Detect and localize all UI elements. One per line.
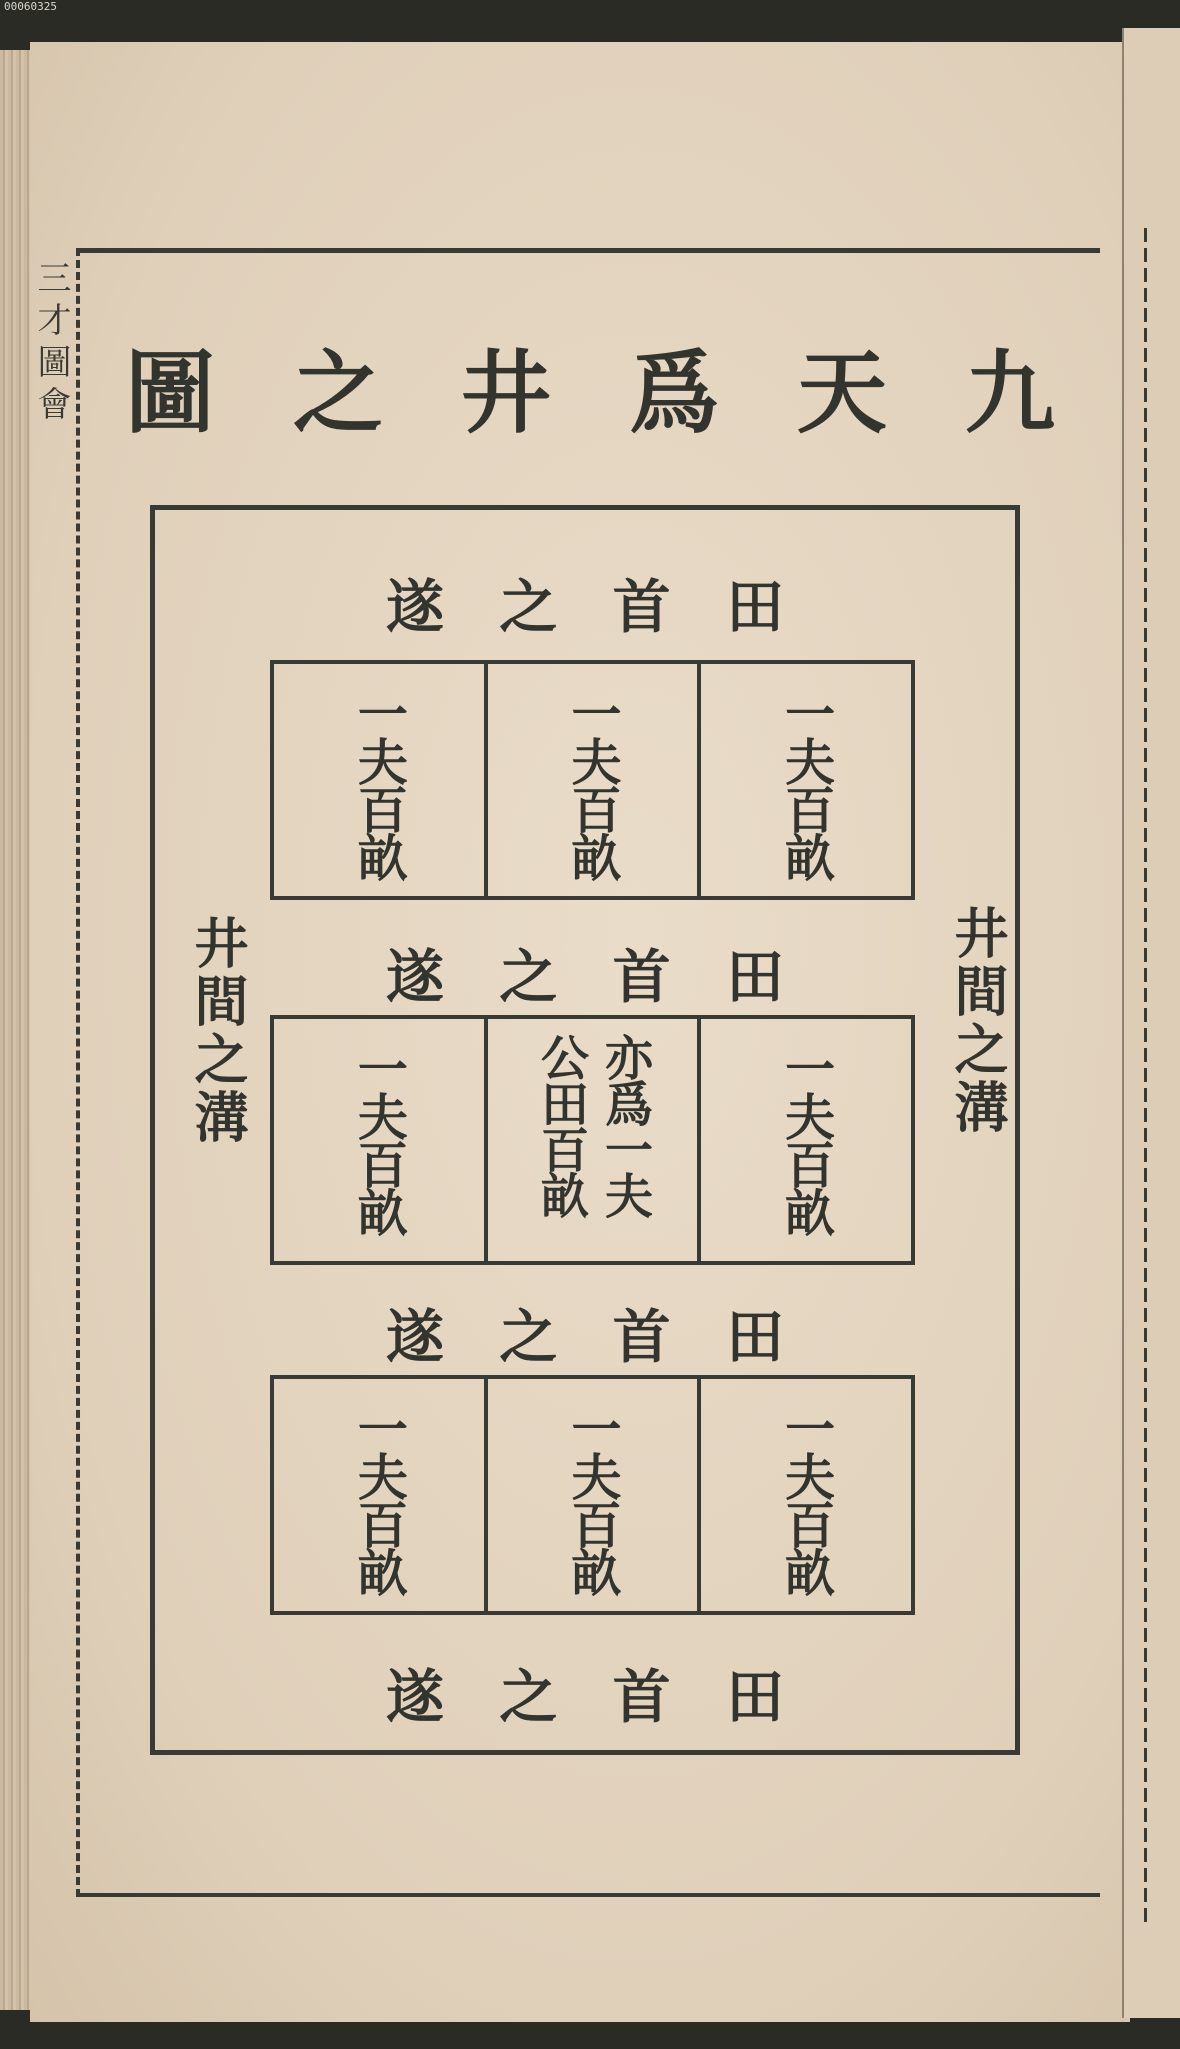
title-char: 爲 [629, 340, 719, 446]
plot: 一夫百畝 [488, 664, 702, 896]
title-char: 九 [965, 340, 1055, 446]
public-field-label-a: 公田百畝 [532, 1033, 589, 1217]
title-char: 圖 [125, 340, 215, 446]
band-label-1: 田 首 之 遂 [385, 573, 784, 641]
title-char: 天 [797, 340, 887, 446]
field-row-1 [270, 660, 915, 900]
title-char: 之 [293, 340, 383, 446]
plot: 一夫百畝 [777, 1403, 837, 1595]
spine-label: 三才圖會 [31, 260, 71, 428]
plot: 一夫百畝 [274, 1379, 488, 1611]
plot: 一夫百畝 [777, 1043, 837, 1235]
band-label-3: 田 首 之 遂 [385, 1303, 784, 1371]
page-title [120, 320, 1060, 450]
side-label-right: 井間之溝 [946, 905, 1010, 1137]
plot: 一夫百畝 [777, 688, 837, 880]
public-field [488, 1019, 702, 1261]
public-field-label-b: 亦爲一夫 [596, 1033, 653, 1217]
band-label-2: 田 首 之 遂 [385, 943, 784, 1011]
field-row-3 [270, 1375, 915, 1615]
band-label-4: 田 首 之 遂 [385, 1663, 784, 1731]
side-label-left: 井間之溝 [186, 915, 250, 1147]
plot: 一夫百畝 [274, 1019, 488, 1261]
plot: 一夫百畝 [488, 1379, 702, 1611]
field-row-2 [270, 1015, 915, 1265]
plot: 一夫百畝 [274, 664, 488, 896]
accession-number: 00060325 [4, 0, 57, 13]
next-page-edge [1122, 28, 1180, 2018]
title-char: 井 [461, 340, 551, 446]
